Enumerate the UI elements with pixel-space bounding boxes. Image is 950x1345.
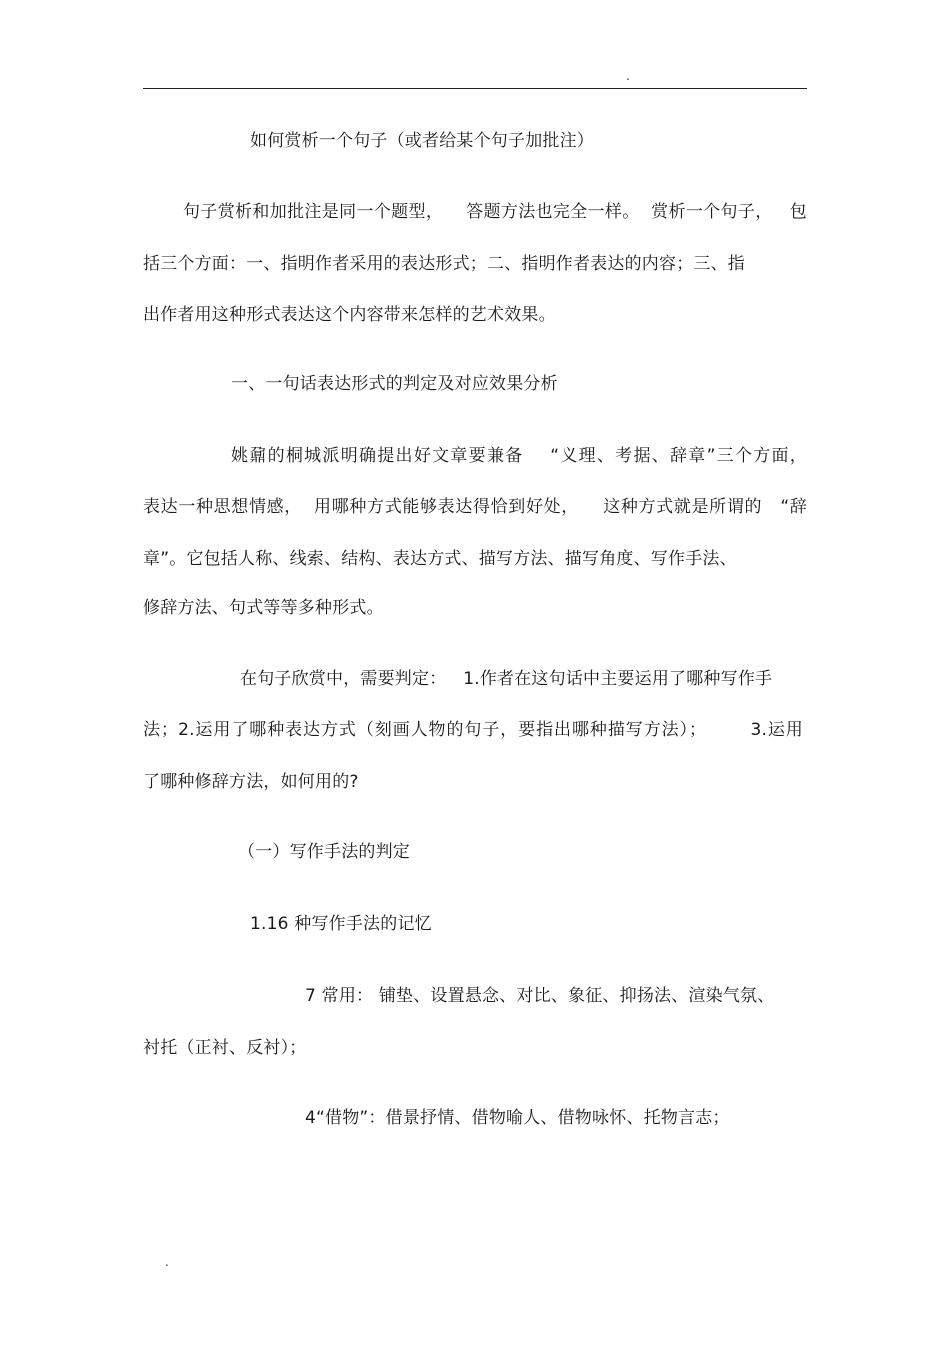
section-heading-1: 一、一句话表达形式的判定及对应效果分析: [231, 374, 558, 394]
paragraph-2-line-4: 修辞方法、句式等等多种形式。: [143, 598, 384, 618]
paragraph-5-line-1: 4“借物”：借景抒情、借物喻人、借物咏怀、托物言志；: [305, 1108, 730, 1128]
paragraph-2-line-1: 姚鼐的桐城派明确提出好文章要兼备 “义理、考据、辞章”三个方面，: [231, 446, 807, 466]
header-rule: [143, 88, 807, 89]
section-heading-2: （一）写作手法的判定: [238, 842, 410, 862]
paragraph-3-line-1: 在句子欣赏中，需要判定： 1.作者在这句话中主要运用了哪种写作手: [240, 669, 773, 689]
paragraph-1-line-2: 括三个方面：一、指明作者采用的表达形式；二、指明作者表达的内容；三、指: [143, 254, 745, 274]
paragraph-1-line-3: 出作者用这种形式表达这个内容带来怎样的艺术效果。: [143, 305, 556, 325]
document-title: 如何赏析一个句子（或者给某个句子加批注）: [250, 131, 594, 151]
paragraph-4-line-2: 衬托（正衬、反衬）；: [143, 1038, 307, 1058]
paragraph-3-line-3: 了哪种修辞方法，如何用的?: [143, 772, 359, 792]
paragraph-2-line-2: 表达一种思想情感， 用哪种方式能够表达得恰到好处， 这种方式就是所谓的 “辞: [143, 497, 807, 517]
paragraph-3-line-2: 法；2.运用了哪种表达方式（刻画人物的句子，要指出哪种描写方法）； 3.运用: [143, 720, 803, 740]
paragraph-1-line-1: 句子赏析和加批注是同一个题型， 答题方法也完全一样。 赏析一个句子， 包: [183, 202, 807, 222]
section-heading-3: 1.16 种写作手法的记忆: [250, 914, 432, 934]
paragraph-2-line-3: 章”。它包括人称、线索、结构、表达方式、描写方法、描写角度、写作手法、: [143, 549, 737, 569]
header-dot: .: [626, 69, 630, 83]
paragraph-4-line-1: 7 常用： 铺垫、设置悬念、对比、象征、抑扬法、渲染气氛、: [305, 986, 775, 1006]
footer-dot: .: [165, 1255, 169, 1269]
